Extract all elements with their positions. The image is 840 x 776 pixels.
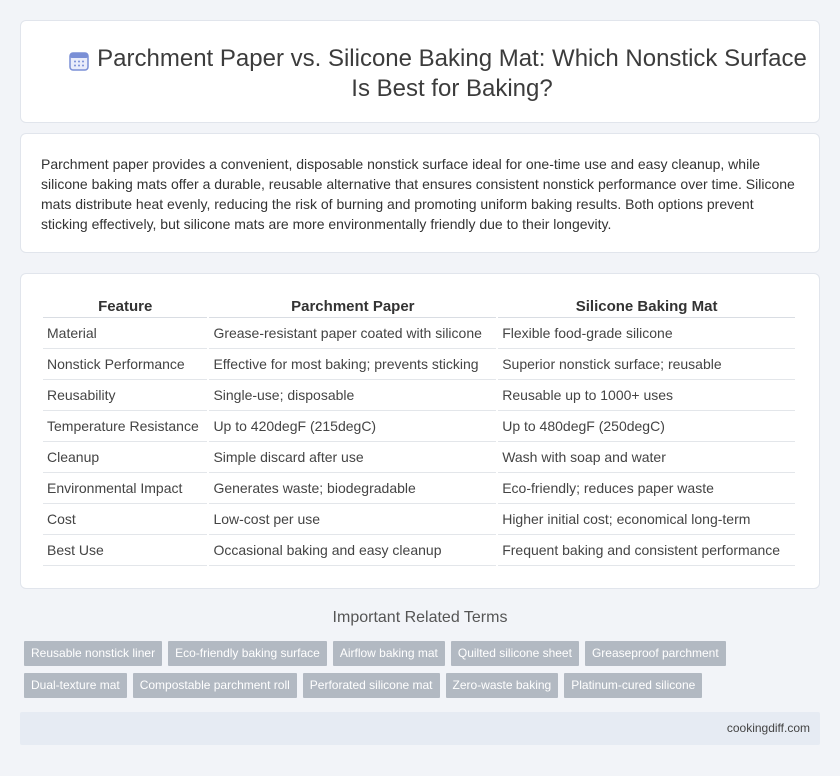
table-row [43, 318, 795, 349]
table-row [43, 473, 795, 504]
table-row [43, 380, 795, 411]
feature-cell: Reusability [43, 380, 207, 411]
silicone-cell: Up to 480degF (250degC) [498, 411, 795, 442]
silicone-cell: Reusable up to 1000+ uses [498, 380, 795, 411]
related-term-tag[interactable]: Platinum-cured silicone [564, 673, 702, 698]
header-parchment-paper: Parchment Paper [209, 296, 496, 318]
related-term-tag[interactable]: Quilted silicone sheet [451, 641, 579, 666]
silicone-cell: Frequent baking and consistent performance [498, 535, 795, 566]
related-term-tag[interactable]: Zero-waste baking [446, 673, 559, 698]
parchment-cell: Generates waste; biodegradable [209, 473, 496, 504]
silicone-cell: Eco-friendly; reduces paper waste [498, 473, 795, 504]
comparison-card [20, 273, 820, 589]
footer-site-link[interactable]: cookingdiff.com [726, 721, 810, 735]
table-row [43, 535, 795, 566]
feature-cell: Cleanup [43, 442, 207, 473]
tag-row [24, 673, 824, 698]
title-card [20, 20, 820, 123]
feature-cell: Cost [43, 504, 207, 535]
feature-cell: Temperature Resistance [43, 411, 207, 442]
header-silicone-baking-mat: Silicone Baking Mat [498, 296, 795, 318]
related-term-tag[interactable]: Dual-texture mat [24, 673, 127, 698]
related-term-tag[interactable]: Reusable nonstick liner [24, 641, 162, 666]
parchment-cell: Effective for most baking; prevents sticking [209, 349, 496, 380]
silicone-cell: Superior nonstick surface; reusable [498, 349, 795, 380]
parchment-cell: Occasional baking and easy cleanup [209, 535, 496, 566]
parchment-cell: Up to 420degF (215degC) [209, 411, 496, 442]
parchment-cell: Single-use; disposable [209, 380, 496, 411]
header-feature: Feature [43, 296, 207, 318]
table-header-row [43, 296, 795, 318]
table-row [43, 504, 795, 535]
related-term-tag[interactable]: Eco-friendly baking surface [168, 641, 327, 666]
footer [20, 712, 820, 745]
silicone-cell: Flexible food-grade silicone [498, 318, 795, 349]
related-terms-tags [24, 641, 824, 705]
parchment-cell: Simple discard after use [209, 442, 496, 473]
silicone-cell: Higher initial cost; economical long-term [498, 504, 795, 535]
intro-card [20, 133, 820, 253]
parchment-cell: Low-cost per use [209, 504, 496, 535]
related-term-tag[interactable]: Compostable parchment roll [133, 673, 297, 698]
table-row [43, 442, 795, 473]
parchment-cell: Grease-resistant paper coated with silicone [209, 318, 496, 349]
table-row [43, 349, 795, 380]
related-term-tag[interactable]: Greaseproof parchment [585, 641, 726, 666]
feature-cell: Nonstick Performance [43, 349, 207, 380]
feature-cell: Material [43, 318, 207, 349]
page-title: Parchment Paper vs. Silicone Baking Mat: Which Nonstick Surface Is Best for Baking? [97, 45, 807, 102]
intro-paragraph: Parchment paper provides a convenient, disposable nonstick surface ideal for one-time use and easy cleanup, while silicone baking mats offer a durable, reusable alternative that ensures consistent nonstick performance over time. Silicone mats distribute heat evenly, reducing the risk of burning and promoting uniform baking results. Both options prevent sticking effectively, but silicone mats are more environmentally friendly due to their longevity. [41, 156, 795, 232]
comparison-table [41, 296, 797, 566]
silicone-cell: Wash with soap and water [498, 442, 795, 473]
related-terms-title: Important Related Terms [332, 609, 508, 626]
tag-row [24, 641, 824, 666]
related-term-tag[interactable]: Airflow baking mat [333, 641, 445, 666]
feature-cell: Best Use [43, 535, 207, 566]
related-term-tag[interactable]: Perforated silicone mat [303, 673, 440, 698]
table-row [43, 411, 795, 442]
feature-cell: Environmental Impact [43, 473, 207, 504]
calendar-icon [67, 49, 91, 73]
